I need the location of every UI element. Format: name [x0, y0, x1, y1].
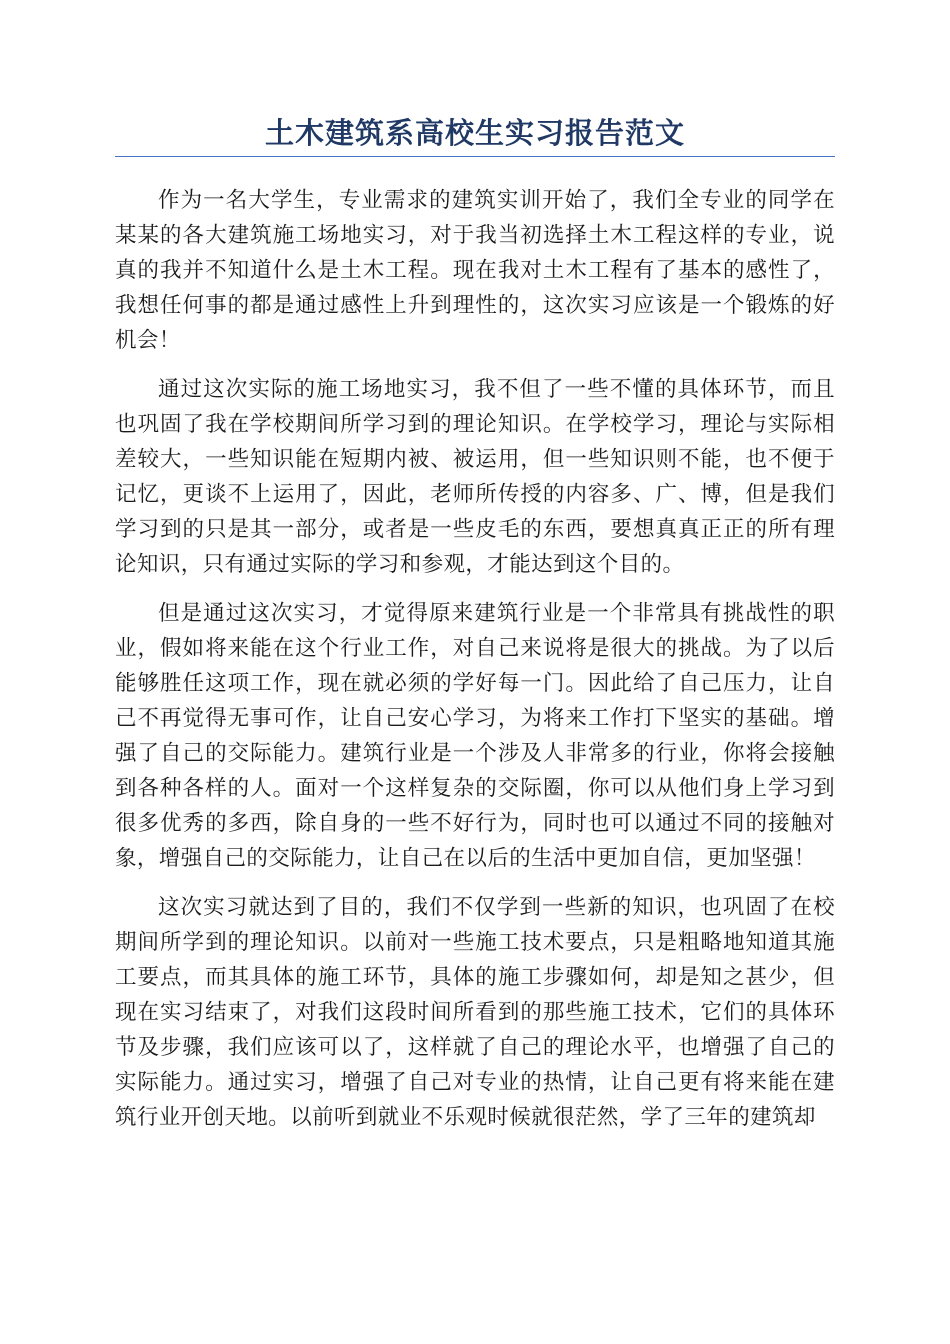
paragraph-2: 通过这次实际的施工场地实习，我不但了一些不懂的具体环节，而且也巩固了我在学校期间所学习到的理论知识。在学校学习，理论与实际相差较大，一些知识能在短期内被、被运用，但一些知识则不能，也不便于记忆，更谈不上运用了，因此，老师所传授的内容多、广、博，但是我们学习到的只是其一部分，或者是一些皮毛的东西，要想真真正正的所有理论知识，只有通过实际的学习和参观，才能达到这个目的。: [115, 377, 835, 577]
document-title: 土木建筑系高校生实习报告范文: [264, 116, 685, 150]
document-body: [115, 183, 835, 1135]
paragraph-3: 但是通过这次实习，才觉得原来建筑行业是一个非常具有挑战性的职业，假如将来能在这个行业工作，对自己来说将是很大的挑战。为了以后能够胜任这项工作，现在就必须的学好每一门。因此给了自己压力，让自己不再觉得无事可作，让自己安心学习，为将来工作打下坚实的基础。增强了自己的交际能力。建筑行业是一个涉及人非常多的行业，你将会接触到各种各样的人。面对一个这样复杂的交际圈，你可以从他们身上学习到很多优秀的多西，除自身的一些不好行为，同时也可以通过不同的接触对象，增强自己的交际能力，让自己在以后的生活中更加自信，更加坚强！: [115, 601, 835, 871]
title-underline: [115, 156, 835, 157]
paragraph-4: 这次实习就达到了目的，我们不仅学到一些新的知识，也巩固了在校期间所学到的理论知识。以前对一些施工技术要点，只是粗略地知道其施工要点，而其具体的施工环节，具体的施工步骤如何，却是知之甚少，但现在实习结束了，对我们这段时间所看到的那些施工技术，它们的具体环节及步骤，我们应该可以了，这样就了自己的理论水平，也增强了自己的实际能力。通过实习，增强了自己对专业的热情，让自己更有将来能在建筑行业开创天地。以前听到就业不乐观时候就很茫然，学了三年的建筑却: [115, 895, 835, 1130]
document-page: [115, 0, 835, 1149]
paragraph-1: 作为一名大学生，专业需求的建筑实训开始了，我们全专业的同学在某某的各大建筑施工场地实习，对于我当初选择土木工程这样的专业，说真的我并不知道什么是土木工程。现在我对土木工程有了基本的感性了，我想任何事的都是通过感性上升到理性的，这次实习应该是一个锻炼的好机会！: [115, 188, 835, 353]
